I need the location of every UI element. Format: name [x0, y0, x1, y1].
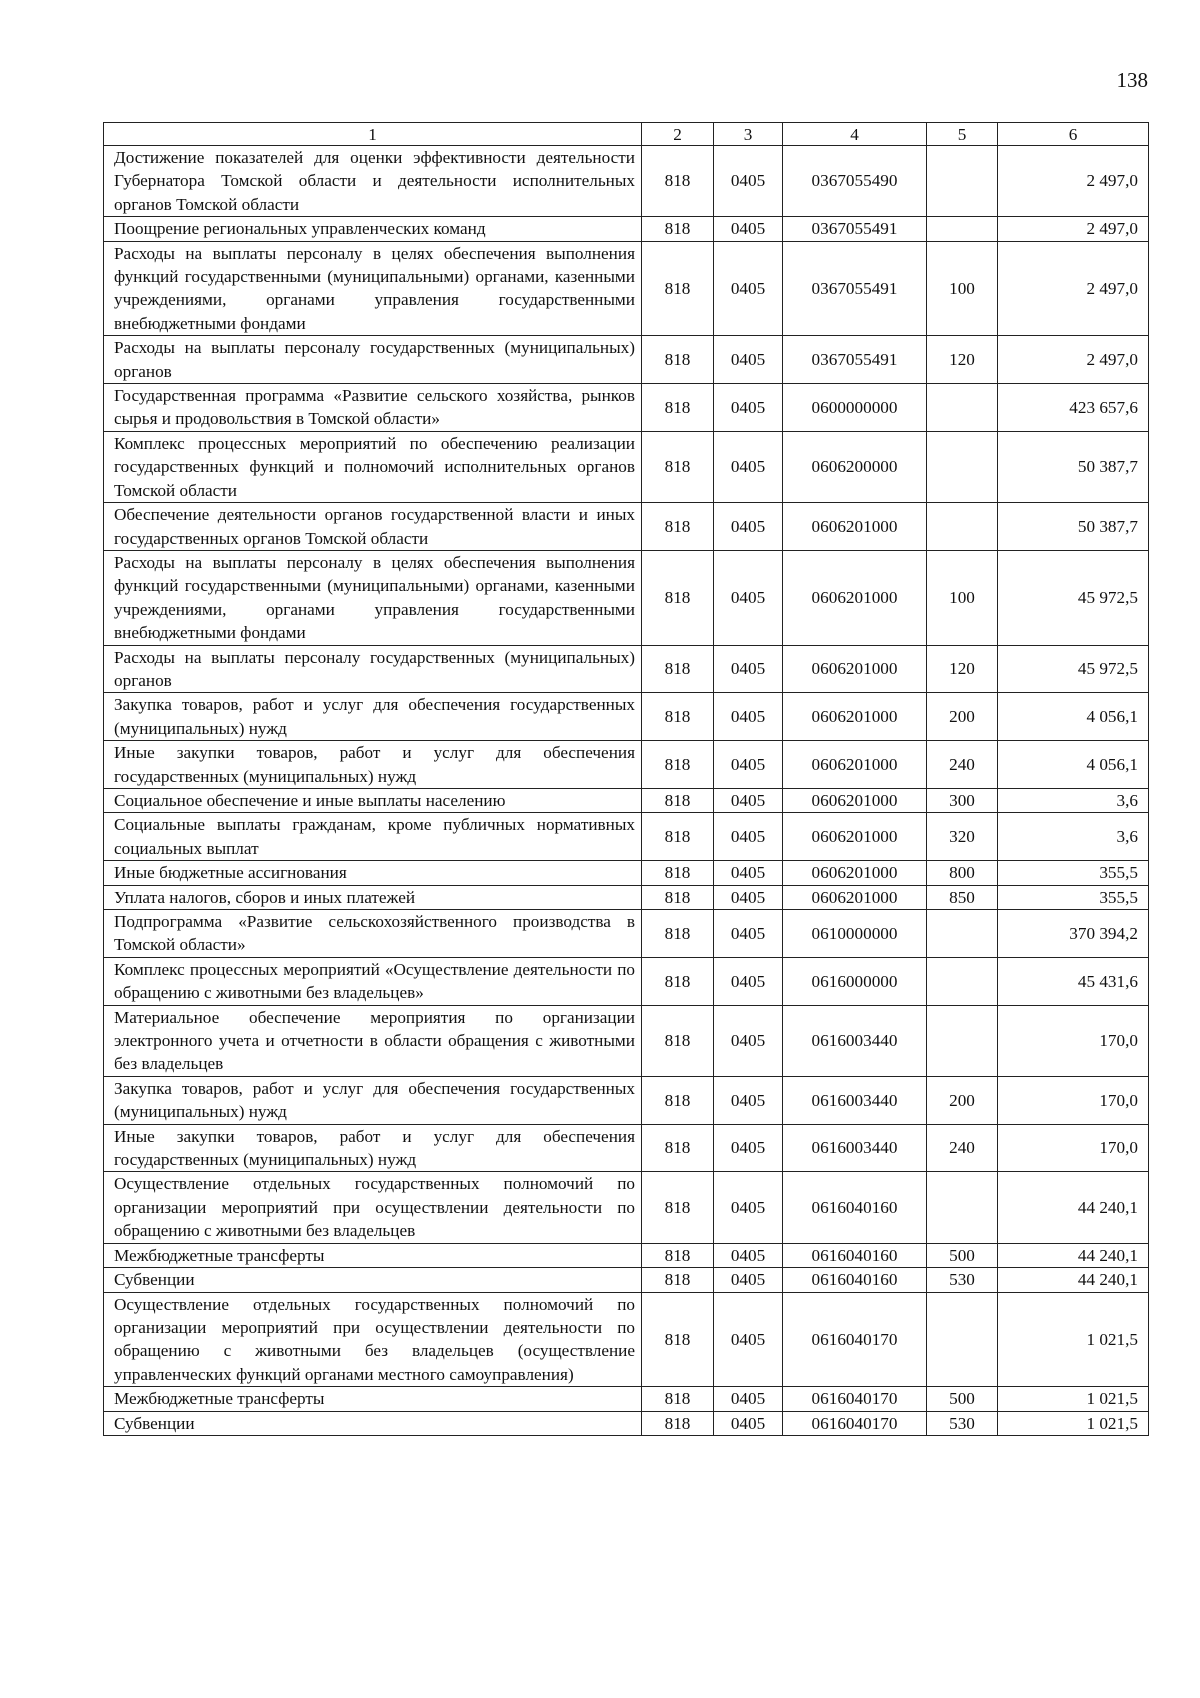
table-row [104, 1005, 1149, 1076]
cell-expense-type: 100 [927, 550, 998, 645]
cell-section-code: 0405 [714, 1292, 783, 1387]
table-row [104, 693, 1149, 741]
cell-amount: 1 021,5 [998, 1292, 1149, 1387]
row-description: Иные бюджетные ассигнования [104, 861, 642, 885]
cell-chapter-code: 818 [642, 788, 714, 812]
cell-expense-type: 240 [927, 741, 998, 789]
row-description: Подпрограмма «Развитие сельскохозяйственного производства в Томской области» [104, 910, 642, 958]
row-description: Иные закупки товаров, работ и услуг для обеспечения государственных (муниципальных) нужд [104, 1124, 642, 1172]
cell-section-code: 0405 [714, 693, 783, 741]
cell-amount: 355,5 [998, 861, 1149, 885]
row-description: Осуществление отдельных государственных полномочий по организации мероприятий при осуществлении деятельности по обращению с животными без владельцев (осуществление управленческих функций органами местного самоуправления) [104, 1292, 642, 1387]
row-description: Комплекс процессных мероприятий по обеспечению реализации государственных функций и полномочий исполнительных органов Томской области [104, 431, 642, 502]
cell-amount: 3,6 [998, 813, 1149, 861]
cell-section-code: 0405 [714, 1387, 783, 1411]
cell-section-code: 0405 [714, 885, 783, 909]
cell-chapter-code: 818 [642, 741, 714, 789]
cell-amount: 50 387,7 [998, 431, 1149, 502]
cell-section-code: 0405 [714, 1172, 783, 1243]
row-description: Субвенции [104, 1411, 642, 1435]
table-row [104, 788, 1149, 812]
cell-expense-type: 850 [927, 885, 998, 909]
cell-chapter-code: 818 [642, 550, 714, 645]
cell-expense-type [927, 1292, 998, 1387]
cell-section-code: 0405 [714, 645, 783, 693]
cell-amount: 44 240,1 [998, 1268, 1149, 1292]
row-description: Расходы на выплаты персоналу в целях обеспечения выполнения функций государственными (муниципальными) органами, казенными учреждениями, органами управления государственными внебюджетными фондами [104, 241, 642, 336]
row-description: Расходы на выплаты персоналу государственных (муниципальных) органов [104, 336, 642, 384]
table-row [104, 384, 1149, 432]
row-description: Закупка товаров, работ и услуг для обеспечения государственных (муниципальных) нужд [104, 1076, 642, 1124]
table-row [104, 1172, 1149, 1243]
cell-section-code: 0405 [714, 550, 783, 645]
cell-expense-type [927, 1172, 998, 1243]
cell-expense-type [927, 217, 998, 241]
cell-chapter-code: 818 [642, 241, 714, 336]
cell-expense-type: 240 [927, 1124, 998, 1172]
cell-target-article: 0606201000 [783, 788, 927, 812]
cell-section-code: 0405 [714, 910, 783, 958]
cell-target-article: 0367055490 [783, 146, 927, 217]
column-header: 4 [783, 123, 927, 146]
cell-expense-type [927, 957, 998, 1005]
cell-amount: 44 240,1 [998, 1243, 1149, 1267]
cell-expense-type [927, 910, 998, 958]
cell-section-code: 0405 [714, 1124, 783, 1172]
cell-amount: 170,0 [998, 1005, 1149, 1076]
table-header-row [104, 123, 1149, 146]
cell-chapter-code: 818 [642, 1005, 714, 1076]
cell-chapter-code: 818 [642, 861, 714, 885]
cell-expense-type [927, 1005, 998, 1076]
cell-expense-type [927, 146, 998, 217]
table-row [104, 550, 1149, 645]
cell-chapter-code: 818 [642, 910, 714, 958]
cell-section-code: 0405 [714, 384, 783, 432]
cell-section-code: 0405 [714, 217, 783, 241]
row-description: Субвенции [104, 1268, 642, 1292]
cell-section-code: 0405 [714, 861, 783, 885]
column-header: 3 [714, 123, 783, 146]
cell-amount: 170,0 [998, 1124, 1149, 1172]
cell-expense-type [927, 431, 998, 502]
cell-amount: 4 056,1 [998, 693, 1149, 741]
cell-target-article: 0606200000 [783, 431, 927, 502]
page-number: 138 [1116, 68, 1148, 92]
table-row [104, 503, 1149, 551]
cell-target-article: 0606201000 [783, 741, 927, 789]
table-row [104, 241, 1149, 336]
column-header: 6 [998, 123, 1149, 146]
cell-target-article: 0616003440 [783, 1076, 927, 1124]
cell-chapter-code: 818 [642, 146, 714, 217]
cell-target-article: 0367055491 [783, 241, 927, 336]
row-description: Социальное обеспечение и иные выплаты населению [104, 788, 642, 812]
cell-target-article: 0606201000 [783, 861, 927, 885]
row-description: Закупка товаров, работ и услуг для обеспечения государственных (муниципальных) нужд [104, 693, 642, 741]
cell-amount: 3,6 [998, 788, 1149, 812]
cell-amount: 1 021,5 [998, 1411, 1149, 1435]
cell-amount: 170,0 [998, 1076, 1149, 1124]
cell-expense-type: 530 [927, 1268, 998, 1292]
cell-amount: 44 240,1 [998, 1172, 1149, 1243]
cell-amount: 45 972,5 [998, 645, 1149, 693]
cell-amount: 2 497,0 [998, 217, 1149, 241]
cell-target-article: 0606201000 [783, 503, 927, 551]
row-description: Осуществление отдельных государственных полномочий по организации мероприятий при осуществлении деятельности по обращению с животными без владельцев [104, 1172, 642, 1243]
table-row [104, 336, 1149, 384]
cell-target-article: 0616040160 [783, 1243, 927, 1267]
cell-section-code: 0405 [714, 336, 783, 384]
cell-section-code: 0405 [714, 1243, 783, 1267]
table-row [104, 1076, 1149, 1124]
cell-amount: 2 497,0 [998, 146, 1149, 217]
cell-expense-type [927, 503, 998, 551]
row-description: Межбюджетные трансферты [104, 1387, 642, 1411]
cell-section-code: 0405 [714, 741, 783, 789]
row-description: Достижение показателей для оценки эффективности деятельности Губернатора Томской области и деятельности исполнительных органов Томской области [104, 146, 642, 217]
row-description: Комплекс процессных мероприятий «Осуществление деятельности по обращению с животными без владельцев» [104, 957, 642, 1005]
table-row [104, 146, 1149, 217]
row-description: Межбюджетные трансферты [104, 1243, 642, 1267]
cell-expense-type [927, 384, 998, 432]
cell-target-article: 0616003440 [783, 1124, 927, 1172]
row-description: Уплата налогов, сборов и иных платежей [104, 885, 642, 909]
cell-section-code: 0405 [714, 431, 783, 502]
cell-target-article: 0616040170 [783, 1292, 927, 1387]
cell-target-article: 0367055491 [783, 217, 927, 241]
cell-chapter-code: 818 [642, 813, 714, 861]
table-row [104, 645, 1149, 693]
cell-chapter-code: 818 [642, 957, 714, 1005]
cell-amount: 45 972,5 [998, 550, 1149, 645]
table-row [104, 957, 1149, 1005]
cell-amount: 45 431,6 [998, 957, 1149, 1005]
column-header: 5 [927, 123, 998, 146]
cell-section-code: 0405 [714, 1411, 783, 1435]
table-row [104, 1292, 1149, 1387]
cell-amount: 2 497,0 [998, 336, 1149, 384]
cell-target-article: 0616040170 [783, 1411, 927, 1435]
cell-chapter-code: 818 [642, 336, 714, 384]
cell-section-code: 0405 [714, 241, 783, 336]
cell-amount: 2 497,0 [998, 241, 1149, 336]
table-row [104, 431, 1149, 502]
cell-section-code: 0405 [714, 1005, 783, 1076]
table-row [104, 885, 1149, 909]
table-row [104, 861, 1149, 885]
cell-chapter-code: 818 [642, 384, 714, 432]
cell-chapter-code: 818 [642, 1172, 714, 1243]
cell-chapter-code: 818 [642, 1076, 714, 1124]
row-description: Иные закупки товаров, работ и услуг для обеспечения государственных (муниципальных) нужд [104, 741, 642, 789]
row-description: Расходы на выплаты персоналу в целях обеспечения выполнения функций государственными (муниципальными) органами, казенными учреждениями, органами управления государственными внебюджетными фондами [104, 550, 642, 645]
table-row [104, 1387, 1149, 1411]
cell-target-article: 0606201000 [783, 885, 927, 909]
cell-amount: 423 657,6 [998, 384, 1149, 432]
cell-amount: 1 021,5 [998, 1387, 1149, 1411]
cell-target-article: 0606201000 [783, 693, 927, 741]
cell-amount: 355,5 [998, 885, 1149, 909]
cell-chapter-code: 818 [642, 1292, 714, 1387]
row-description: Государственная программа «Развитие сельского хозяйства, рынков сырья и продовольствия в Томской области» [104, 384, 642, 432]
cell-chapter-code: 818 [642, 1268, 714, 1292]
cell-expense-type: 320 [927, 813, 998, 861]
table-row [104, 217, 1149, 241]
cell-expense-type: 200 [927, 693, 998, 741]
cell-amount: 370 394,2 [998, 910, 1149, 958]
cell-target-article: 0606201000 [783, 645, 927, 693]
table-row [104, 741, 1149, 789]
cell-expense-type: 120 [927, 336, 998, 384]
cell-chapter-code: 818 [642, 1387, 714, 1411]
row-description: Обеспечение деятельности органов государственной власти и иных государственных органов Томской области [104, 503, 642, 551]
cell-expense-type: 300 [927, 788, 998, 812]
cell-chapter-code: 818 [642, 217, 714, 241]
cell-target-article: 0600000000 [783, 384, 927, 432]
cell-target-article: 0616040160 [783, 1172, 927, 1243]
cell-target-article: 0610000000 [783, 910, 927, 958]
cell-amount: 50 387,7 [998, 503, 1149, 551]
budget-table [103, 122, 1149, 1436]
cell-section-code: 0405 [714, 813, 783, 861]
table-row [104, 1268, 1149, 1292]
row-description: Социальные выплаты гражданам, кроме публичных нормативных социальных выплат [104, 813, 642, 861]
row-description: Поощрение региональных управленческих команд [104, 217, 642, 241]
table-row [104, 910, 1149, 958]
table-row [104, 813, 1149, 861]
cell-chapter-code: 818 [642, 645, 714, 693]
cell-section-code: 0405 [714, 1268, 783, 1292]
cell-target-article: 0616040170 [783, 1387, 927, 1411]
row-description: Материальное обеспечение мероприятия по организации электронного учета и отчетности в области обращения с животными без владельцев [104, 1005, 642, 1076]
cell-target-article: 0616040160 [783, 1268, 927, 1292]
cell-chapter-code: 818 [642, 693, 714, 741]
cell-expense-type: 500 [927, 1243, 998, 1267]
cell-section-code: 0405 [714, 957, 783, 1005]
cell-target-article: 0606201000 [783, 813, 927, 861]
table-row [104, 1124, 1149, 1172]
cell-target-article: 0367055491 [783, 336, 927, 384]
cell-expense-type: 500 [927, 1387, 998, 1411]
cell-chapter-code: 818 [642, 1411, 714, 1435]
cell-section-code: 0405 [714, 146, 783, 217]
cell-chapter-code: 818 [642, 1124, 714, 1172]
cell-expense-type: 800 [927, 861, 998, 885]
table-row [104, 1411, 1149, 1435]
column-header: 2 [642, 123, 714, 146]
cell-section-code: 0405 [714, 503, 783, 551]
cell-expense-type: 100 [927, 241, 998, 336]
column-header: 1 [104, 123, 642, 146]
cell-section-code: 0405 [714, 788, 783, 812]
cell-chapter-code: 818 [642, 503, 714, 551]
cell-expense-type: 530 [927, 1411, 998, 1435]
cell-target-article: 0616003440 [783, 1005, 927, 1076]
cell-chapter-code: 818 [642, 885, 714, 909]
cell-chapter-code: 818 [642, 431, 714, 502]
cell-target-article: 0606201000 [783, 550, 927, 645]
cell-section-code: 0405 [714, 1076, 783, 1124]
cell-amount: 4 056,1 [998, 741, 1149, 789]
cell-expense-type: 120 [927, 645, 998, 693]
cell-expense-type: 200 [927, 1076, 998, 1124]
cell-chapter-code: 818 [642, 1243, 714, 1267]
table-row [104, 1243, 1149, 1267]
cell-target-article: 0616000000 [783, 957, 927, 1005]
row-description: Расходы на выплаты персоналу государственных (муниципальных) органов [104, 645, 642, 693]
